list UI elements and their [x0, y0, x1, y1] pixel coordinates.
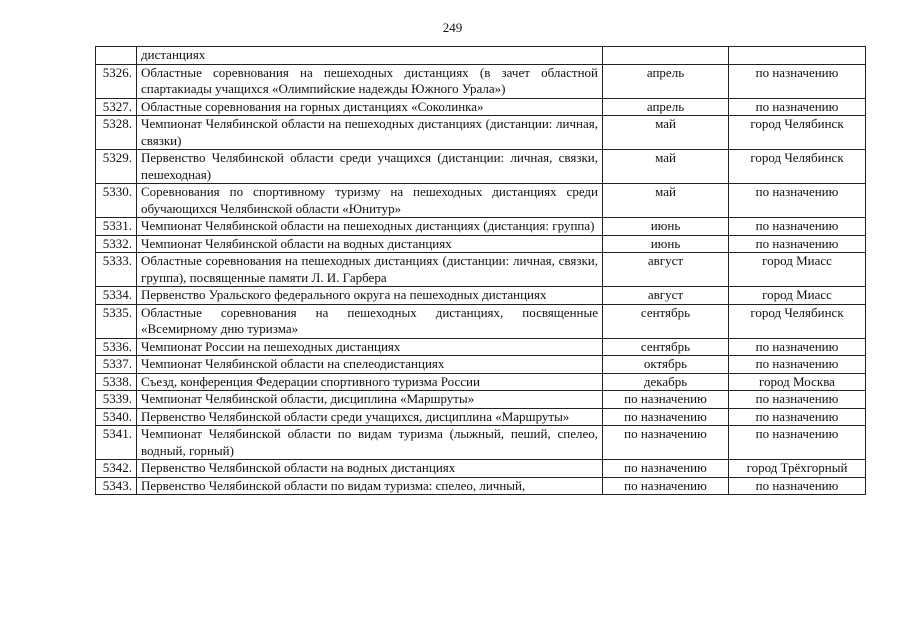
- event-date: по назначению: [603, 460, 729, 478]
- event-name: Первенство Челябинской области среди учащихся, дисциплина «Маршруты»: [137, 408, 603, 426]
- row-number: 5330.: [96, 184, 137, 218]
- row-number: 5336.: [96, 338, 137, 356]
- event-name: Первенство Челябинской области на водных дистанциях: [137, 460, 603, 478]
- event-date: декабрь: [603, 373, 729, 391]
- event-date: май: [603, 116, 729, 150]
- row-number: 5331.: [96, 218, 137, 236]
- event-place: город Трёхгорный: [729, 460, 866, 478]
- event-name: дистанциях: [137, 47, 603, 65]
- event-place: [729, 47, 866, 65]
- event-place: по назначению: [729, 391, 866, 409]
- row-number: 5326.: [96, 64, 137, 98]
- event-place: по назначению: [729, 218, 866, 236]
- event-place: по назначению: [729, 356, 866, 374]
- event-place: город Челябинск: [729, 116, 866, 150]
- event-name: Областные соревнования на пешеходных дистанциях (дистанции: личная, связки, группа), посвященные памяти Л. И. Гарбера: [137, 253, 603, 287]
- table-row: [96, 356, 866, 374]
- event-date: август: [603, 287, 729, 305]
- page-number: 249: [442, 20, 463, 35]
- event-name: Чемпионат России на пешеходных дистанциях: [137, 338, 603, 356]
- event-name: Областные соревнования на пешеходных дистанциях, посвященные «Всемирному дню туризма»: [137, 304, 603, 338]
- event-name: Чемпионат Челябинской области на водных дистанциях: [137, 235, 603, 253]
- row-number: 5335.: [96, 304, 137, 338]
- event-place: по назначению: [729, 426, 866, 460]
- events-table-body: [96, 47, 866, 495]
- event-date: [603, 47, 729, 65]
- row-number: 5342.: [96, 460, 137, 478]
- table-row: [96, 116, 866, 150]
- event-date: май: [603, 150, 729, 184]
- event-date: май: [603, 184, 729, 218]
- event-date: по назначению: [603, 477, 729, 495]
- table-row: [96, 47, 866, 65]
- table-row: [96, 150, 866, 184]
- table-row: [96, 64, 866, 98]
- event-date: июнь: [603, 235, 729, 253]
- event-name: Съезд, конференция Федерации спортивного туризма России: [137, 373, 603, 391]
- event-place: по назначению: [729, 64, 866, 98]
- row-number: 5339.: [96, 391, 137, 409]
- event-name: Первенство Челябинской области по видам туризма: спелео, личный,: [137, 477, 603, 495]
- event-name: Чемпионат Челябинской области на пешеходных дистанциях (дистанция: группа): [137, 218, 603, 236]
- event-place: город Челябинск: [729, 150, 866, 184]
- event-place: по назначению: [729, 184, 866, 218]
- table-row: [96, 304, 866, 338]
- row-number: 5337.: [96, 356, 137, 374]
- table-row: [96, 235, 866, 253]
- row-number: 5338.: [96, 373, 137, 391]
- event-place: по назначению: [729, 477, 866, 495]
- table-row: [96, 460, 866, 478]
- row-number: 5341.: [96, 426, 137, 460]
- event-place: город Москва: [729, 373, 866, 391]
- event-place: город Челябинск: [729, 304, 866, 338]
- row-number: 5334.: [96, 287, 137, 305]
- row-number: 5328.: [96, 116, 137, 150]
- event-place: город Миасс: [729, 253, 866, 287]
- event-place: по назначению: [729, 338, 866, 356]
- event-place: по назначению: [729, 235, 866, 253]
- event-date: по назначению: [603, 391, 729, 409]
- event-name: Областные соревнования на пешеходных дистанциях (в зачет областной спартакиады учащихся «Олимпийские надежды Южного Урала»): [137, 64, 603, 98]
- event-place: по назначению: [729, 408, 866, 426]
- event-name: Чемпионат Челябинской области, дисциплина «Маршруты»: [137, 391, 603, 409]
- table-row: [96, 184, 866, 218]
- event-name: Первенство Челябинской области среди учащихся (дистанции: личная, связки, пешеходная): [137, 150, 603, 184]
- row-number: 5343.: [96, 477, 137, 495]
- event-name: Чемпионат Челябинской области по видам туризма (лыжный, пеший, спелео, водный, горный): [137, 426, 603, 460]
- event-date: сентябрь: [603, 338, 729, 356]
- event-name: Областные соревнования на горных дистанциях «Соколинка»: [137, 98, 603, 116]
- event-date: по назначению: [603, 426, 729, 460]
- event-name: Чемпионат Челябинской области на спелеодистанциях: [137, 356, 603, 374]
- table-row: [96, 477, 866, 495]
- row-number: [96, 47, 137, 65]
- event-date: апрель: [603, 64, 729, 98]
- table-row: [96, 98, 866, 116]
- event-name: Первенство Уральского федерального округа на пешеходных дистанциях: [137, 287, 603, 305]
- table-row: [96, 391, 866, 409]
- row-number: 5327.: [96, 98, 137, 116]
- event-name: Чемпионат Челябинской области на пешеходных дистанциях (дистанции: личная, связки): [137, 116, 603, 150]
- event-date: октябрь: [603, 356, 729, 374]
- event-name: Соревнования по спортивному туризму на пешеходных дистанциях среди обучающихся Челябинской области «Юнитур»: [137, 184, 603, 218]
- table-row: [96, 373, 866, 391]
- table-row: [96, 426, 866, 460]
- event-date: сентябрь: [603, 304, 729, 338]
- row-number: 5332.: [96, 235, 137, 253]
- row-number: 5340.: [96, 408, 137, 426]
- event-place: по назначению: [729, 98, 866, 116]
- event-date: август: [603, 253, 729, 287]
- event-date: по назначению: [603, 408, 729, 426]
- table-row: [96, 253, 866, 287]
- events-table: [95, 46, 866, 495]
- row-number: 5333.: [96, 253, 137, 287]
- table-row: [96, 218, 866, 236]
- table-row: [96, 287, 866, 305]
- event-place: город Миасс: [729, 287, 866, 305]
- table-row: [96, 338, 866, 356]
- event-date: апрель: [603, 98, 729, 116]
- event-date: июнь: [603, 218, 729, 236]
- table-row: [96, 408, 866, 426]
- row-number: 5329.: [96, 150, 137, 184]
